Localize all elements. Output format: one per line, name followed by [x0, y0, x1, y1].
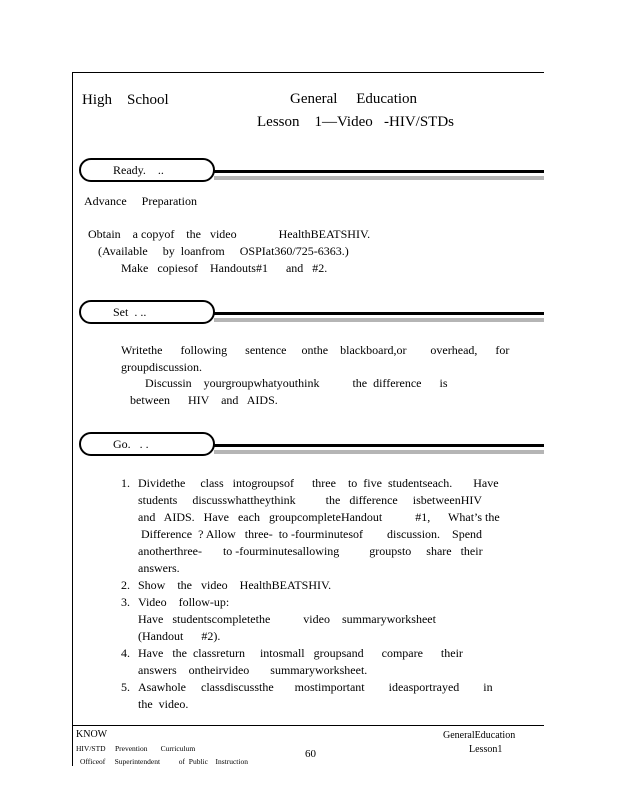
- list-item: [121, 594, 531, 645]
- header-lesson-title: Lesson 1—Video -HIV/STDs: [257, 114, 454, 130]
- page-number: 60: [305, 748, 316, 760]
- step-1-line-3: and AIDS. Have each groupcompleteHandout #1, What’s the: [138, 510, 500, 524]
- frame-top-rule: [72, 72, 544, 73]
- list-item: [121, 475, 531, 577]
- step-4-line-2: answers ontheirvideo summaryworksheet.: [138, 663, 368, 677]
- set-line-3: Discussin yourgroupwhatyouthink the difference is: [145, 376, 448, 390]
- step-number: 5.: [121, 680, 130, 694]
- step-1-line-5: anotherthree- to -fourminutesallowing groupsto share their: [138, 544, 483, 558]
- ready-line-1: Obtain a copyof the video HealthBEATSHIV.: [88, 227, 371, 241]
- ready-section-label: Ready. ..: [79, 158, 215, 182]
- footer-lesson: Lesson1: [469, 744, 503, 755]
- go-divider-line: [214, 444, 544, 447]
- set-line-2: groupdiscussion.: [121, 360, 202, 374]
- go-steps-list: [121, 475, 531, 713]
- go-section-label: Go. . .: [79, 432, 215, 456]
- step-1-line-1: Dividethe class intogroupsof three to five studentseach. Have: [138, 476, 499, 490]
- set-line-1: Writethe following sentence onthe blackboard,or overhead, for: [121, 343, 510, 357]
- frame-bottom-rule: [72, 725, 544, 726]
- go-divider-shade: [214, 450, 544, 454]
- step-2-line-1: Show the video HealthBEATSHIV.: [138, 578, 332, 592]
- frame-left-rule: [72, 72, 73, 766]
- ready-line-2: (Available by loanfrom OSPIat360/725-6363.): [98, 244, 349, 258]
- step-5-line-1: Asawhole classdiscussthe mostimportant ideasportrayed in: [138, 680, 493, 694]
- footer-office: Officeof Superintendent of Public Instruction: [80, 757, 248, 766]
- step-number: 1.: [121, 476, 130, 490]
- ready-line-3: Make copiesof Handouts#1 and #2.: [121, 261, 328, 275]
- list-item: [121, 679, 531, 713]
- footer-know-title: KNOW: [76, 729, 108, 740]
- set-section-label: Set . ..: [79, 300, 215, 324]
- step-number: 3.: [121, 595, 130, 609]
- footer-course: GeneralEducation: [443, 730, 516, 741]
- step-1-line-4: Difference ? Allow three- to -fourminutesof discussion. Spend: [138, 527, 483, 541]
- step-3-line-2: Have studentscompletethe video summaryworksheet: [138, 612, 436, 626]
- step-3-line-1: Video follow-up:: [138, 595, 230, 609]
- ready-divider-shade: [214, 176, 544, 180]
- step-1-line-6: answers.: [138, 561, 180, 575]
- step-number: 4.: [121, 646, 130, 660]
- step-5-line-2: the video.: [138, 697, 189, 711]
- footer-curriculum: HIV/STD Prevention Curriculum: [76, 744, 196, 753]
- header-subject: General Education: [290, 91, 418, 107]
- set-divider-line: [214, 312, 544, 315]
- set-divider-shade: [214, 318, 544, 322]
- step-number: 2.: [121, 578, 130, 592]
- advance-preparation-heading: Advance Preparation: [84, 194, 197, 208]
- list-item: [121, 645, 531, 679]
- step-4-line-1: Have the classreturn intosmall groupsand compare their: [138, 646, 463, 660]
- step-3-line-3: (Handout #2).: [138, 629, 221, 643]
- set-line-4: between HIV and AIDS.: [130, 393, 278, 407]
- step-1-line-2: students discusswhattheythink the difference isbetweenHIV: [138, 493, 483, 507]
- ready-divider-line: [214, 170, 544, 173]
- list-item: [121, 577, 531, 594]
- header-school-level: High School: [82, 92, 169, 108]
